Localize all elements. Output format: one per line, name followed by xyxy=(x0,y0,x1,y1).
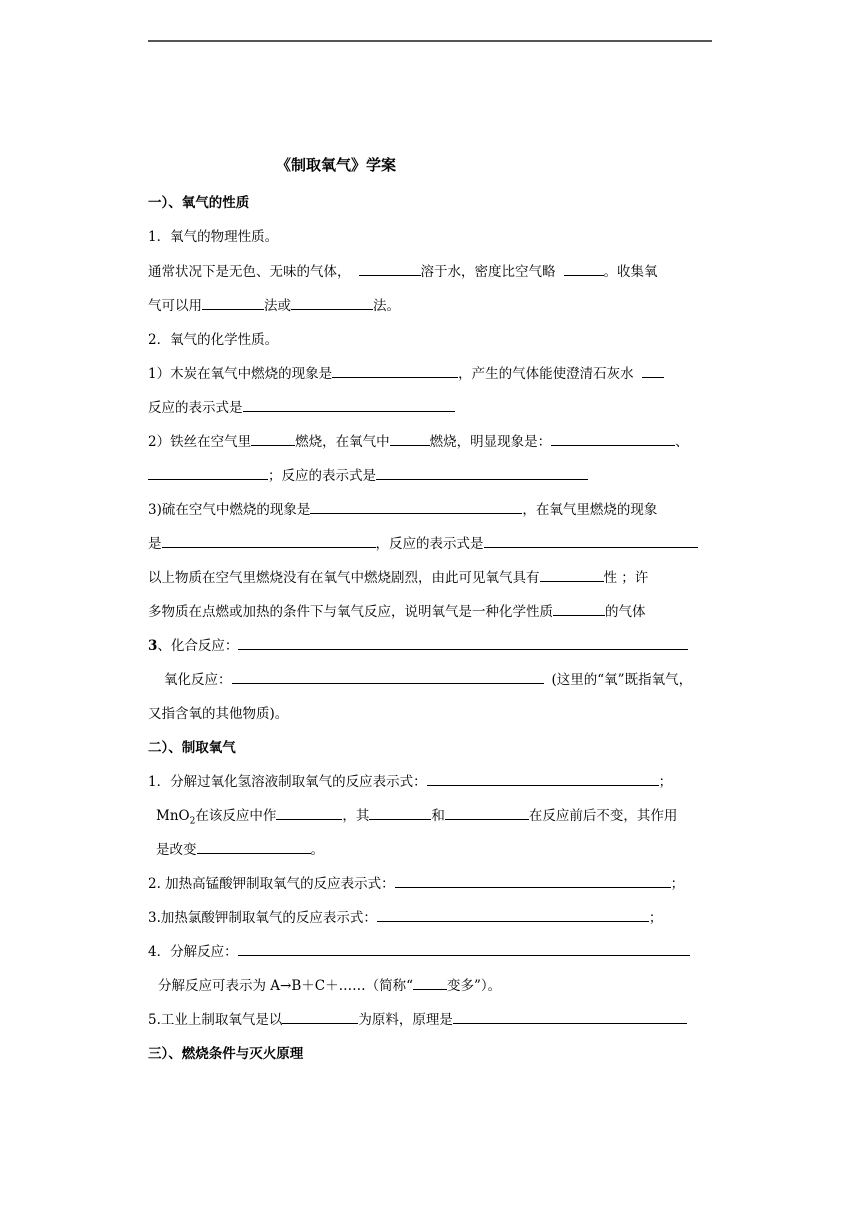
blank[interactable] xyxy=(243,397,455,412)
blank[interactable] xyxy=(413,975,447,990)
s1-line-9: 3)硫在空气中燃烧的现象是 ，在氧气里燃烧的现象 xyxy=(148,498,657,518)
section-3-heading: 三）、燃烧条件与灭火原理 xyxy=(148,1046,304,1062)
blank[interactable] xyxy=(202,295,264,310)
blank[interactable] xyxy=(376,465,588,480)
s1-line-3: 气可以用 法或 法。 xyxy=(148,294,400,314)
blank[interactable] xyxy=(553,601,605,616)
blank[interactable] xyxy=(445,805,529,820)
blank[interactable] xyxy=(232,669,544,684)
blank[interactable] xyxy=(310,499,522,514)
blank[interactable] xyxy=(282,1009,358,1024)
blank[interactable] xyxy=(551,431,675,446)
blank[interactable] xyxy=(162,533,376,548)
s2-line-5: 3.加热氯酸钾制取氧气的反应表示式： ； xyxy=(148,906,662,926)
blank[interactable] xyxy=(369,805,431,820)
blank[interactable] xyxy=(359,261,421,276)
s2-line-7: 分解反应可表示为 A→B＋C＋……（简称“ 变多”）。 xyxy=(158,974,501,994)
blank[interactable] xyxy=(291,295,373,310)
blank[interactable] xyxy=(453,1009,687,1024)
s1-line-6: 反应的表示式是 xyxy=(148,396,455,416)
s1-line-13: 3、化合反应： xyxy=(148,634,688,654)
s2-line-3: 是改变 。 xyxy=(156,838,324,858)
s1-line-8: ；反应的表示式是 xyxy=(148,464,588,484)
blank[interactable] xyxy=(390,431,430,446)
blank[interactable] xyxy=(148,465,268,480)
s1-line-14: 氧化反应： (这里的“氧”既指氧气， xyxy=(164,668,692,688)
blank[interactable] xyxy=(197,839,311,854)
s1-line-15: 又指含氧的其他物质)。 xyxy=(148,706,289,722)
blank[interactable] xyxy=(332,363,458,378)
blank[interactable] xyxy=(564,261,604,276)
blank[interactable] xyxy=(427,771,659,786)
s1-line-12: 多物质在点燃或加热的条件下与氧气反应，说明氧气是一种化学性质 的气体 xyxy=(148,600,646,620)
blank[interactable] xyxy=(251,431,295,446)
section-2-heading: 二）、制取氧气 xyxy=(148,740,236,756)
s2-line-8: 5.工业上制取氧气是以 为原料，原理是 xyxy=(148,1008,687,1028)
s1-line-1: 1．氧气的物理性质。 xyxy=(148,229,279,245)
header-rule xyxy=(148,40,712,42)
blank[interactable] xyxy=(276,805,342,820)
section-1-heading: 一）、氧气的性质 xyxy=(148,195,250,211)
s2-line-1: 1．分解过氧化氢溶液制取氧气的反应表示式： ； xyxy=(148,770,672,790)
s2-line-4: 2. 加热高锰酸钾制取氧气的反应表示式： ； xyxy=(148,872,684,892)
s1-line-10: 是 ，反应的表示式是 xyxy=(148,532,698,552)
blank[interactable] xyxy=(238,941,690,956)
s2-line-2: MnO$_2$在该反应中作 ，其 和 在反应前后不变，其作用 xyxy=(156,804,677,827)
blank[interactable] xyxy=(395,873,671,888)
blank[interactable] xyxy=(540,567,604,582)
blank[interactable] xyxy=(484,533,698,548)
page-title: 《制取氧气》学案 xyxy=(276,156,397,174)
s1-line-5: 1）木炭在氧气中燃烧的现象是 ，产生的气体能使澄清石灰水 xyxy=(148,362,664,382)
blank[interactable] xyxy=(642,363,664,378)
s1-line-7: 2）铁丝在空气里 燃烧，在氧气中 燃烧，明显现象是： 、 xyxy=(148,430,689,450)
s1-line-4: 2．氧气的化学性质。 xyxy=(148,332,279,348)
blank[interactable] xyxy=(238,635,688,650)
blank[interactable] xyxy=(377,907,649,922)
s1-line-11: 以上物质在空气里燃烧没有在氧气中燃烧剧烈，由此可见氧气具有 性 ；许 xyxy=(148,566,648,586)
s1-line-2: 通常状况下是无色、无味的气体， 溶于水，密度比空气略 。收集氧 xyxy=(148,260,658,280)
s2-line-6: 4．分解反应： xyxy=(148,940,690,960)
